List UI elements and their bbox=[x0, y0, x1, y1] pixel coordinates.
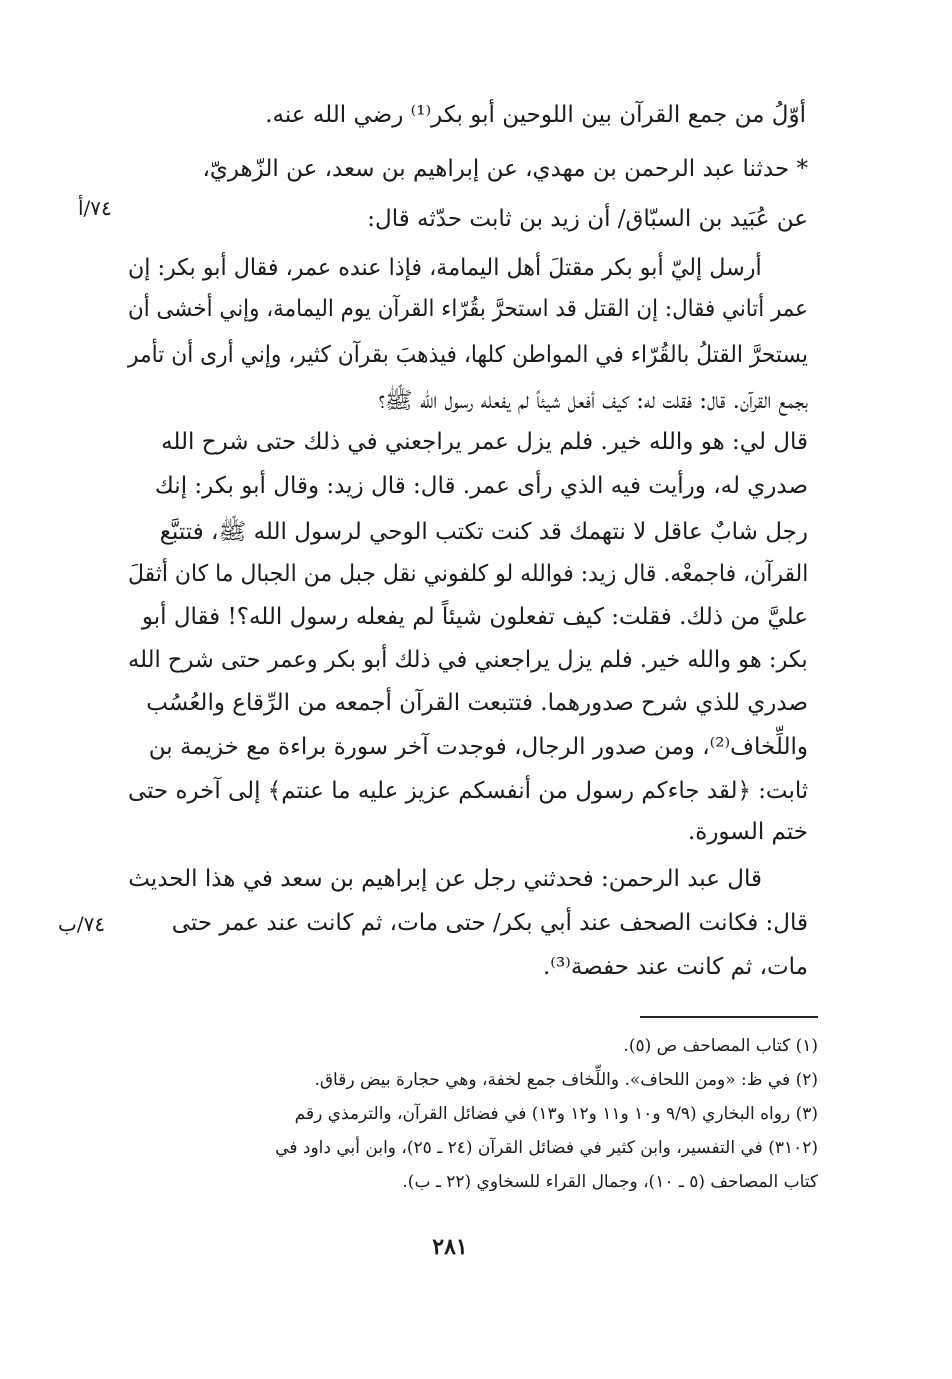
text-line: صدري له، ورأيت فيه الذي رأى عمر. قال: قال زيد: وقال أبو بكر: إنك bbox=[154, 473, 808, 499]
text-line: رجل شابٌ عاقل لا نتهمك قد كنت تكتب الوحي لرسول الله ﷺ، فتتبَّع bbox=[159, 519, 808, 545]
text-line: * حدثنا عبد الرحمن بن مهدي، عن إبراهيم بن سعد، عن الزّهريّ، bbox=[202, 156, 808, 182]
text-line: صدري للذي شرح صدورهما. فتتبعت القرآن أجمعه من الرِّقاع والعُسُب bbox=[146, 690, 808, 716]
footnotes bbox=[128, 1030, 818, 1210]
text-line: عليَّ من ذلك. فقلت: كيف تفعلون شيئاً لم يفعله رسول الله؟! فقال أبو bbox=[141, 604, 808, 630]
page-number: ٢٨١ bbox=[432, 1234, 468, 1260]
text-line: ثابت: ﴿لقد جاءكم رسول من أنفسكم عزيز عليه ما عنتم﴾ إلى آخره حتى bbox=[127, 778, 808, 804]
main-text bbox=[128, 88, 808, 988]
text-line: قال: فكانت الصحف عند أبي بكر/ حتى مات، ثم كانت عند عمر حتى bbox=[171, 910, 808, 936]
text-line: قال عبد الرحمن: فحدثني رجل عن إبراهيم بن سعد في هذا الحديث bbox=[128, 866, 762, 892]
footnote-line: (١) كتاب المصاحف ص (٥). bbox=[623, 1036, 818, 1056]
text-line: عمر أتاني فقال: إن القتل قد استحرَّ بقُرّاء القرآن يوم اليمامة، وإني أخشى أن bbox=[128, 296, 808, 322]
folio-marker-b: ٧٤/ب bbox=[58, 912, 106, 936]
text-line: القرآن، فاجمعْه. قال زيد: فوالله لو كلفوني نقل جبل من الجبال ما كان أثقلَ bbox=[127, 561, 808, 587]
text-line: مات، ثم كانت عند حفصة⁽³⁾. bbox=[542, 954, 808, 980]
text-line: عن عُبَيد بن السبّاق/ أن زيد بن ثابت حدّثه قال: bbox=[367, 206, 808, 232]
footnote-line: كتاب المصاحف (٥ ـ ١٠)، وجمال القراء للسخاوي (٢٢ ـ ب). bbox=[402, 1172, 818, 1192]
footnote-line: (٣) رواه البخاري (٩/٩ و١٠ و١١ و١٢ و١٣) في فضائل القرآن، والترمذي رقم bbox=[294, 1104, 818, 1124]
text-line: أرسل إليّ أبو بكر مقتلَ أهل اليمامة، فإذا عنده عمر، فقال أبو بكر: إن bbox=[128, 255, 762, 281]
text-line: ختم السورة. bbox=[687, 819, 808, 845]
text-line: بجمع القرآن. قال: فقلت له: كيف أفعل شيئاً لم يفعله رسول الله ﷺ؟ bbox=[378, 388, 808, 414]
footnote-line: (٢) في ظ: «ومن اللحاف». واللِّخاف جمع لخفة، وهي حجارة بيض رقاق. bbox=[314, 1070, 818, 1090]
footnote-divider bbox=[640, 1016, 818, 1018]
text-line: واللِّخاف⁽²⁾، ومن صدور الرجال، فوجدت آخر سورة براءة مع خزيمة بن bbox=[148, 734, 808, 760]
text-line: قال لي: هو والله خير. فلم يزل عمر يراجعني في ذلك حتى شرح الله bbox=[161, 429, 808, 455]
footnote-line: (٣١٠٢) في التفسير، وابن كثير في فضائل القرآن (٢٤ ـ ٢٥)، وابن أبي داود في bbox=[275, 1138, 818, 1158]
text-line: بكر: هو والله خير. فلم يزل يراجعني في ذلك أبو بكر وعمر حتى شرح الله bbox=[128, 647, 808, 673]
text-line: يستحرَّ القتلُ بالقُرّاء في المواطن كلها، فيذهبَ بقرآن كثير، وإني أرى أن تأمر bbox=[128, 342, 808, 368]
folio-marker-a: ٧٤/أ bbox=[78, 196, 112, 220]
text-line: أوّلُ من جمع القرآن بين اللوحين أبو بكر⁽¹⁾ رضي الله عنه. bbox=[265, 102, 806, 128]
